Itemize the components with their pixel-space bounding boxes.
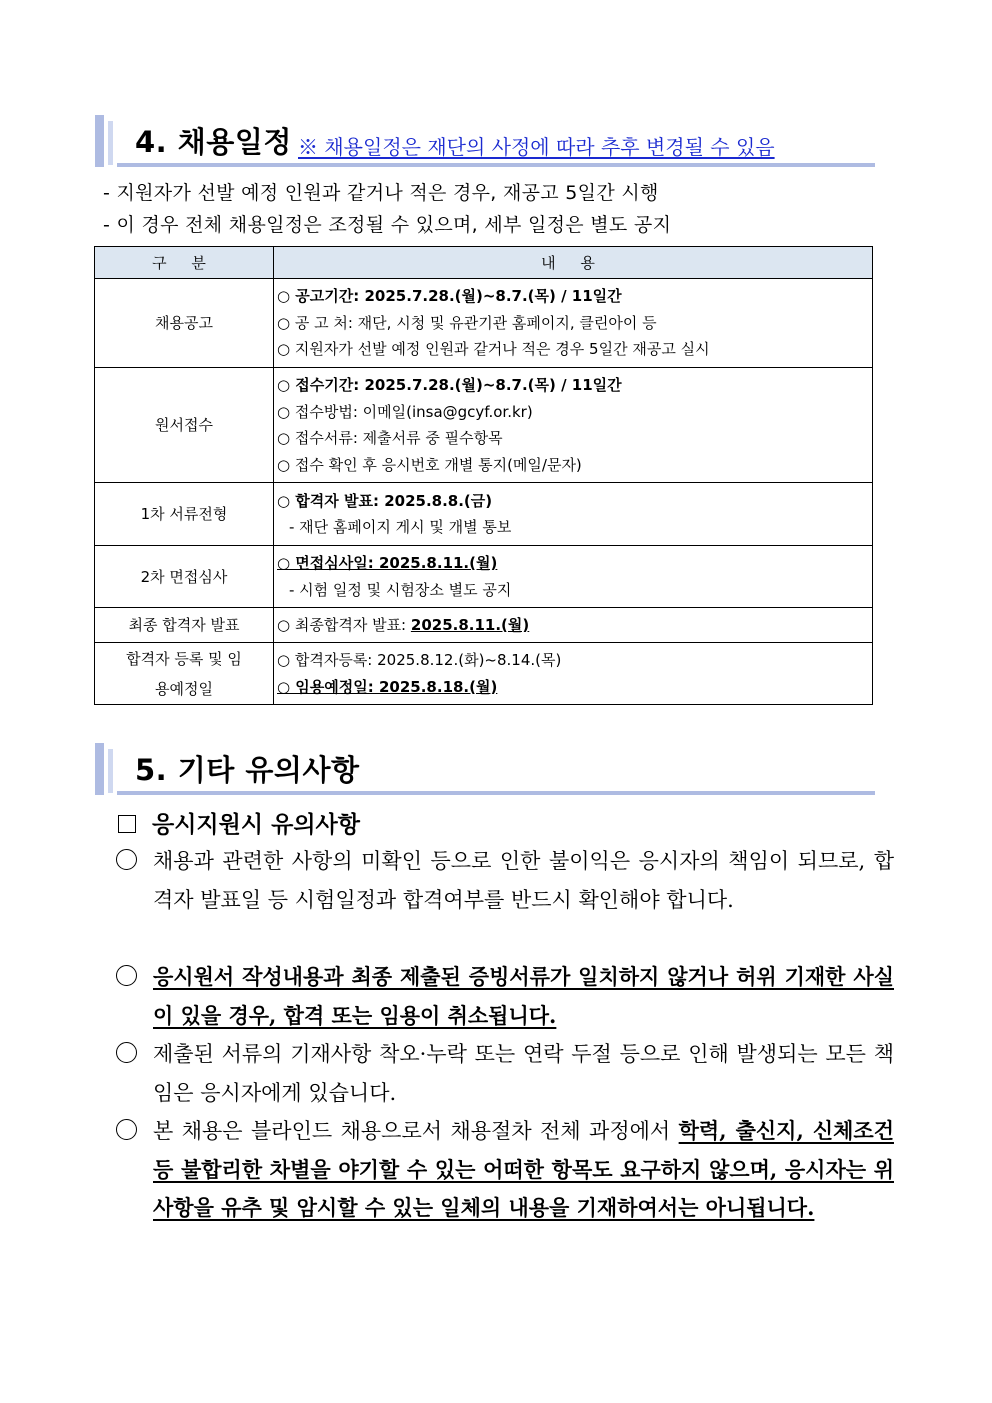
table-header-content: 내 용 — [274, 247, 873, 279]
table-row — [95, 483, 873, 546]
row-line: ○ 합격자등록: 2025.8.12.(화)~8.14.(목) — [277, 651, 562, 669]
row-content — [274, 483, 873, 546]
row-line: ○ 합격자 발표: 2025.8.8.(금) — [277, 491, 493, 510]
row-content — [274, 279, 873, 368]
schedule-table — [94, 246, 873, 705]
row-line — [277, 612, 872, 639]
notice-subheading — [118, 806, 360, 839]
row-line: - 재단 홈페이지 게시 및 개별 통보 — [289, 518, 512, 536]
row-content — [274, 608, 873, 643]
table-row — [95, 608, 873, 643]
circle-bullet-icon — [116, 1119, 137, 1140]
row-content — [274, 368, 873, 483]
section-4-title: 4. 채용일정 — [135, 125, 292, 159]
row-content — [274, 546, 873, 608]
row-category — [95, 643, 274, 705]
row-category: 1차 서류전형 — [95, 483, 274, 546]
row-category-text: 합격자 등록 및 임용예정일 — [126, 649, 242, 698]
section-4-line-2: - 이 경우 전체 채용일정은 조정될 수 있으며, 세부 일정은 별도 공지 — [103, 214, 672, 236]
row-line: ○ 지원자가 선발 예정 인원과 같거나 적은 경우 5일간 재공고 실시 — [277, 340, 710, 359]
square-bullet-icon — [118, 815, 136, 833]
header-accent-bar-light — [108, 749, 113, 793]
row-line-date: 2025.8.11.(월) — [410, 615, 530, 634]
row-category: 채용공고 — [95, 279, 274, 368]
row-line: ○ 접수 확인 후 응시번호 개별 통지(메일/문자) — [277, 455, 582, 474]
header-accent-bar — [95, 743, 104, 795]
table-header-category: 구 분 — [95, 247, 274, 279]
notice-item-text — [153, 1112, 894, 1228]
row-category: 2차 면접심사 — [95, 546, 274, 608]
section-5-title: 5. 기타 유의사항 — [135, 753, 360, 787]
notice-subheading-text: 응시지원시 유의사항 — [152, 812, 360, 838]
row-category: 원서접수 — [95, 368, 274, 483]
row-line: ○ 공 고 처: 재단, 시청 및 유관기관 홈페이지, 클린아이 등 — [277, 313, 657, 332]
section-4-header — [95, 115, 875, 167]
row-line: ○ 접수서류: 제출서류 중 필수항목 — [277, 429, 503, 447]
row-line-label: ○ 최종합격자 발표: — [277, 615, 411, 634]
row-line: ○ 접수기간: 2025.7.28.(월)~8.7.(목) / 11일간 — [277, 376, 622, 394]
circle-bullet-icon — [116, 1042, 137, 1063]
table-header-row — [95, 247, 873, 279]
notice-item-text-plain: 본 채용은 블라인드 채용으로서 채용절차 전체 과정에서 — [153, 1119, 679, 1143]
table-row — [95, 643, 873, 705]
header-accent-bar — [95, 115, 104, 167]
row-line: ○ 공고기간: 2025.7.28.(월)~8.7.(목) / 11일간 — [277, 287, 622, 306]
header-underline — [117, 163, 875, 167]
row-line-text: ○ 임용예정일: 2025.8.18.(월) — [277, 677, 498, 696]
row-line-text: ○ 면접심사일: 2025.8.11.(월) — [277, 554, 498, 572]
notice-item-text: 채용과 관련한 사항의 미확인 등으로 인한 불이익은 응시자의 책임이 되므로, 합격자 발표일 등 시험일정과 합격여부를 반드시 확인해야 합니다. — [153, 849, 894, 912]
table-row — [95, 279, 873, 368]
row-line — [277, 550, 872, 577]
circle-bullet-icon — [116, 965, 137, 986]
row-line — [277, 674, 872, 701]
header-accent-bar-light — [108, 121, 113, 165]
circle-bullet-icon — [116, 849, 137, 870]
row-line: - 시험 일정 및 시험장소 별도 공지 — [289, 580, 512, 599]
table-row — [95, 368, 873, 483]
header-underline — [117, 791, 875, 795]
notice-item-text-emphasis: 학력, 출신지, 신체조건 등 불합리한 차별을 야기할 수 있는 어떠한 항목도 요구하지 않으며, 응시자는 위 사항을 유추 및 암시할 수 있는 일체의 내용을 기재하여서는 아니됩니다. — [153, 1118, 894, 1220]
table-row — [95, 546, 873, 608]
notice-item-text: 제출된 서류의 기재사항 착오·누락 또는 연락 두절 등으로 인해 발생되는 모든 책임은 응시자에게 있습니다. — [153, 1042, 894, 1105]
notice-item-text: 응시원서 작성내용과 최종 제출된 증빙서류가 일치하지 않거나 허위 기재한 사실이 있을 경우, 합격 또는 임용이 취소됩니다. — [153, 964, 894, 1028]
section-4-line-1: - 지원자가 선발 예정 인원과 같거나 적은 경우, 재공고 5일간 시행 — [103, 182, 659, 204]
row-line: ○ 접수방법: 이메일(insa@gcyf.or.kr) — [277, 402, 533, 421]
section-5-header — [95, 743, 875, 795]
row-category: 최종 합격자 발표 — [95, 608, 274, 643]
row-content — [274, 643, 873, 705]
section-4-note: ※ 채용일정은 재단의 사정에 따라 추후 변경될 수 있음 — [298, 135, 775, 159]
